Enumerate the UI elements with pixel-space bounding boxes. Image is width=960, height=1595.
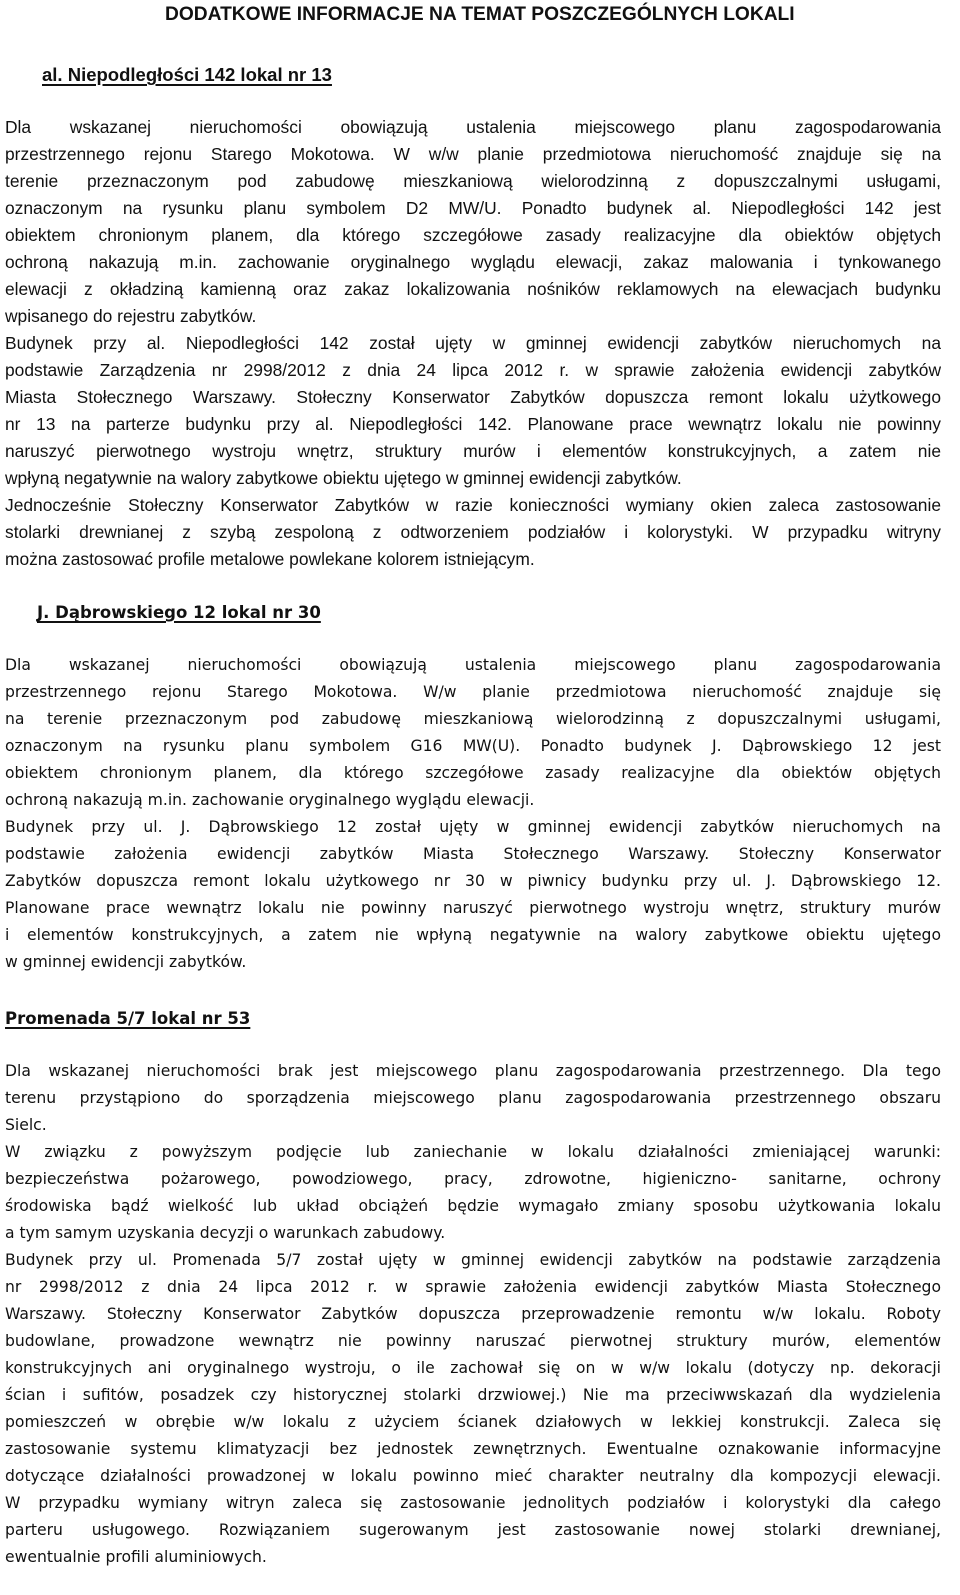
paragraph-line: wpłyną negatywnie na walory zabytkowe obiektu ujętego w gminnej ewidencji zabytków.: [5, 468, 682, 488]
paragraph-line: można zastosować profile metalowe powlekane kolorem istniejącym.: [5, 549, 535, 569]
paragraph-line: nr 2998/2012 z dnia 24 lipca 2012 r. w sprawie założenia ewidencji zabytków Miasta Stołecznego: [5, 1278, 941, 1296]
paragraph-line: ochroną nakazują m.in. zachowanie oryginalnego wyglądu elewacji.: [5, 791, 535, 809]
paragraph-line: ewentualnie profili aluminiowych.: [5, 1548, 267, 1566]
paragraph-line: W związku z powyższym podjęcie lub zaniechanie w lokalu działalności zmieniającej warunki:: [5, 1143, 941, 1161]
paragraph-line: Dla wskazanej nieruchomości obowiązują ustalenia miejscowego planu zagospodarowania: [5, 656, 941, 674]
paragraph-line: terenu przystąpiono do sporządzenia miejscowego planu zagospodarowania przestrzennego obszaru: [5, 1089, 941, 1107]
paragraph-line: przestrzennego rejonu Starego Mokotowa. W w/w planie przedmiotowa nieruchomość znajduje się na: [5, 144, 941, 164]
paragraph-line: Zabytków dopuszcza remont lokalu użytkowego nr 30 w piwnicy budynku przy ul. J. Dąbrowskiego 12.: [5, 872, 941, 890]
paragraph-line: Budynek przy ul. J. Dąbrowskiego 12 został ujęty w gminnej ewidencji zabytków nieruchomych na: [5, 818, 941, 836]
paragraph-line: ochroną nakazują m.in. zachowanie oryginalnego wyglądu elewacji, zakaz malowania i tynkowanego: [5, 252, 941, 272]
paragraph-line: Planowane prace wewnątrz lokalu nie powinny naruszyć pierwotnego wystroju wnętrz, struktury murów: [5, 899, 941, 917]
paragraph-line: wpisanego do rejestru zabytków.: [5, 306, 257, 326]
paragraph-line: na terenie przeznaczonym pod zabudowę mieszkaniową wielorodzinną z dopuszczalnymi usługami,: [5, 710, 941, 728]
paragraph-line: parteru usługowego. Rozwiązaniem sugerowanym jest zastosowanie nowej stolarki drewnianej,: [5, 1521, 941, 1539]
paragraph-line: Budynek przy ul. Promenada 5/7 został ujęty w gminnej ewidencji zabytków na podstawie zarządzenia: [5, 1251, 941, 1269]
paragraph-line: podstawie założenia ewidencji zabytków Miasta Stołecznego Warszawy. Stołeczny Konserwator: [5, 845, 941, 863]
paragraph-line: oznaczonym na rysunku planu symbolem D2 MW/U. Ponadto budynek al. Niepodległości 142 jest: [5, 198, 941, 218]
paragraph-line: stolarki drewnianej z szybą zespoloną z odtworzeniem podziałów i kolorystyki. W przypadku witryny: [5, 522, 941, 542]
paragraph-line: bezpieczeństwa pożarowego, powodziowego, pracy, zdrowotne, higieniczno- sanitarne, ochrony: [5, 1170, 941, 1188]
section-heading-dabrowskiego: J. Dąbrowskiego 12 lokal nr 30: [37, 603, 321, 622]
paragraph-line: środowiska bądź wielkość lub układ obciążeń będzie wymagało zmiany sposobu użytkowania lokalu: [5, 1197, 941, 1215]
paragraph-line: w gminnej ewidencji zabytków.: [5, 953, 247, 971]
paragraph-line: Jednocześnie Stołeczny Konserwator Zabytków w razie konieczności wymiany okien zaleca zastosowanie: [5, 495, 941, 515]
paragraph-line: pomieszczeń w obrębie w/w lokalu z użyciem ścianek działowych w lekkiej konstrukcji. Zaleca się: [5, 1413, 941, 1431]
paragraph-line: konstrukcyjnych ani oryginalnego wystroju, o ile zachował się on w w/w lokalu (dotyczy np. dekoracji: [5, 1359, 941, 1377]
paragraph-line: dotyczące działalności prowadzonej w lokalu powinno mieć charakter neutralny dla kompozycji elewacji.: [5, 1467, 941, 1485]
paragraph-line: obiektem chronionym planem, dla którego szczegółowe zasady realizacyjne dla obiektów objętych: [5, 764, 941, 782]
paragraph-line: Warszawy. Stołeczny Konserwator Zabytków dopuszcza przeprowadzenie remontu w/w lokalu. Roboty: [5, 1305, 941, 1323]
paragraph-line: nr 13 na parterze budynku przy al. Niepodległości 142. Planowane prace wewnątrz lokalu nie powinny: [5, 414, 941, 434]
section-heading-promenada: Promenada 5/7 lokal nr 53: [5, 1009, 251, 1028]
paragraph-line: Sielc.: [5, 1116, 47, 1134]
paragraph-line: elewacji z okładziną kamienną oraz zakaz lokalizowania nośników reklamowych na elewacjach budynku: [5, 279, 941, 299]
paragraph-line: oznaczonym na rysunku planu symbolem G16 MW(U). Ponadto budynek J. Dąbrowskiego 12 jest: [5, 737, 941, 755]
paragraph-line: naruszyć pierwotnego wystroju wnętrz, struktury murów i elementów konstrukcyjnych, a zatem nie: [5, 441, 941, 461]
paragraph-line: budowlane, prowadzone wewnątrz nie powinny naruszać pierwotnej struktury murów, elementów: [5, 1332, 941, 1350]
document-title: DODATKOWE INFORMACJE NA TEMAT POSZCZEGÓLNYCH LOKALI: [165, 4, 795, 25]
paragraph-line: przestrzennego rejonu Starego Mokotowa. W/w planie przedmiotowa nieruchomość znajduje się: [5, 683, 941, 701]
section-body-niepodleglosci: [5, 114, 941, 573]
paragraph-line: a tym samym uzyskania decyzji o warunkach zabudowy.: [5, 1224, 446, 1242]
section-body-dabrowskiego: [5, 652, 941, 976]
paragraph-line: Miasta Stołecznego Warszawy. Stołeczny Konserwator Zabytków dopuszcza remont lokalu użytkowego: [5, 387, 941, 407]
paragraph-line: Dla wskazanej nieruchomości brak jest miejscowego planu zagospodarowania przestrzennego. Dla tego: [5, 1062, 941, 1080]
paragraph-line: ścian i sufitów, posadzek czy historycznej stolarki drzwiowej.) Nie ma przeciwwskazań dla wydzielenia: [5, 1386, 941, 1404]
section-body-promenada: [5, 1058, 941, 1571]
paragraph-line: podstawie Zarządzenia nr 2998/2012 z dnia 24 lipca 2012 r. w sprawie założenia ewidencji zabytków: [5, 360, 941, 380]
paragraph-line: Dla wskazanej nieruchomości obowiązują ustalenia miejscowego planu zagospodarowania: [5, 117, 941, 137]
paragraph-line: Budynek przy al. Niepodległości 142 został ujęty w gminnej ewidencji zabytków nieruchomych na: [5, 333, 941, 353]
paragraph-line: W przypadku wymiany witryn zaleca się zastosowanie jednolitych podziałów i kolorystyki dla całego: [5, 1494, 941, 1512]
paragraph-line: zastosowanie systemu klimatyzacji bez jednostek zewnętrznych. Ewentualne oznakowanie informacyjne: [5, 1440, 941, 1458]
section-heading-niepodleglosci: al. Niepodległości 142 lokal nr 13: [42, 64, 332, 85]
paragraph-line: i elementów konstrukcyjnych, a zatem nie wpłyną negatywnie na walory zabytkowe obiektu ujętego: [5, 926, 941, 944]
paragraph-line: terenie przeznaczonym pod zabudowę mieszkaniową wielorodzinną z dopuszczalnymi usługami,: [5, 171, 941, 191]
paragraph-line: obiektem chronionym planem, dla którego szczegółowe zasady realizacyjne dla obiektów objętych: [5, 225, 941, 245]
